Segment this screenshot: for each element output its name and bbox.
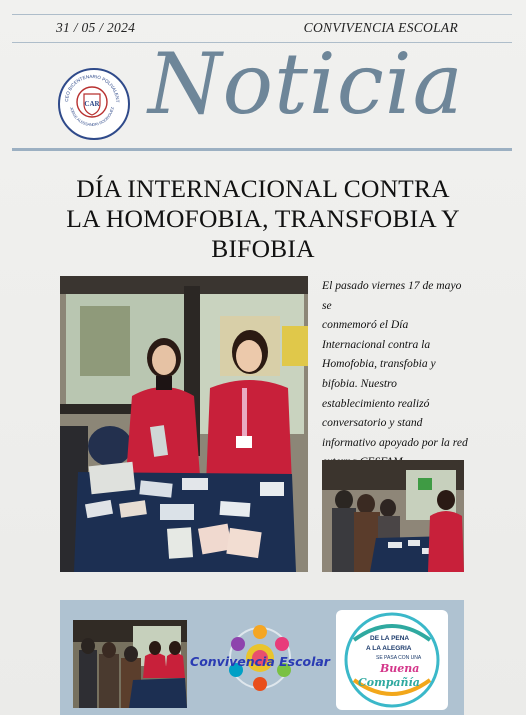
logo-initials: CAR	[84, 100, 100, 108]
logo-school-subtitle: JORGE ALESSANDRI RODRIGUEZ	[69, 106, 115, 128]
body-line: El pasado viernes 17 de mayo se	[322, 279, 462, 312]
banner-photo	[73, 620, 187, 708]
convivencia-logo-text: Convivencia Escolar	[190, 654, 330, 669]
masthead-title: Noticia	[148, 35, 464, 133]
article-body	[322, 276, 472, 472]
section-name: CONVIVENCIA ESCOLAR	[303, 20, 458, 35]
stand-photo	[60, 276, 308, 572]
headline-line: BIFOBIA	[211, 234, 315, 263]
issue-date: 31 / 05 / 2024	[56, 20, 136, 35]
badge-line-2: A LA ALEGRIA	[366, 645, 412, 652]
body-line: establecimiento realizó	[322, 396, 430, 410]
body-line: conversatorio y stand	[322, 416, 423, 430]
badge-line-5: Compañía	[358, 676, 420, 689]
article-headline	[40, 174, 486, 264]
headline-line: DÍA INTERNACIONAL CONTRA	[76, 174, 450, 203]
body-line: Homofobia, transfobia y	[322, 357, 436, 371]
body-line: conmemoró el Día	[322, 318, 409, 332]
top-rule	[12, 14, 512, 15]
buena-compania-badge	[336, 610, 448, 710]
body-line: Internacional contra la	[322, 337, 431, 351]
masthead-rule	[12, 148, 512, 151]
school-logo	[58, 68, 130, 140]
badge-line-3: SE PASA CON UNA	[376, 655, 422, 661]
conversatorio-photo	[322, 460, 464, 572]
body-line: informativo apoyado por la red	[322, 435, 468, 449]
badge-line-4: Buena	[380, 662, 420, 675]
convivencia-escolar-logo	[190, 616, 330, 706]
headline-line: LA HOMOFOBIA, TRANSFOBIA Y	[66, 204, 460, 233]
bottom-banner	[60, 600, 464, 715]
badge-line-1: DE LA PENA	[370, 635, 410, 642]
body-line: bifobia. Nuestro	[322, 376, 397, 390]
logo-school-name: CEO BICENTENARIO POLIVALENT	[63, 73, 121, 103]
